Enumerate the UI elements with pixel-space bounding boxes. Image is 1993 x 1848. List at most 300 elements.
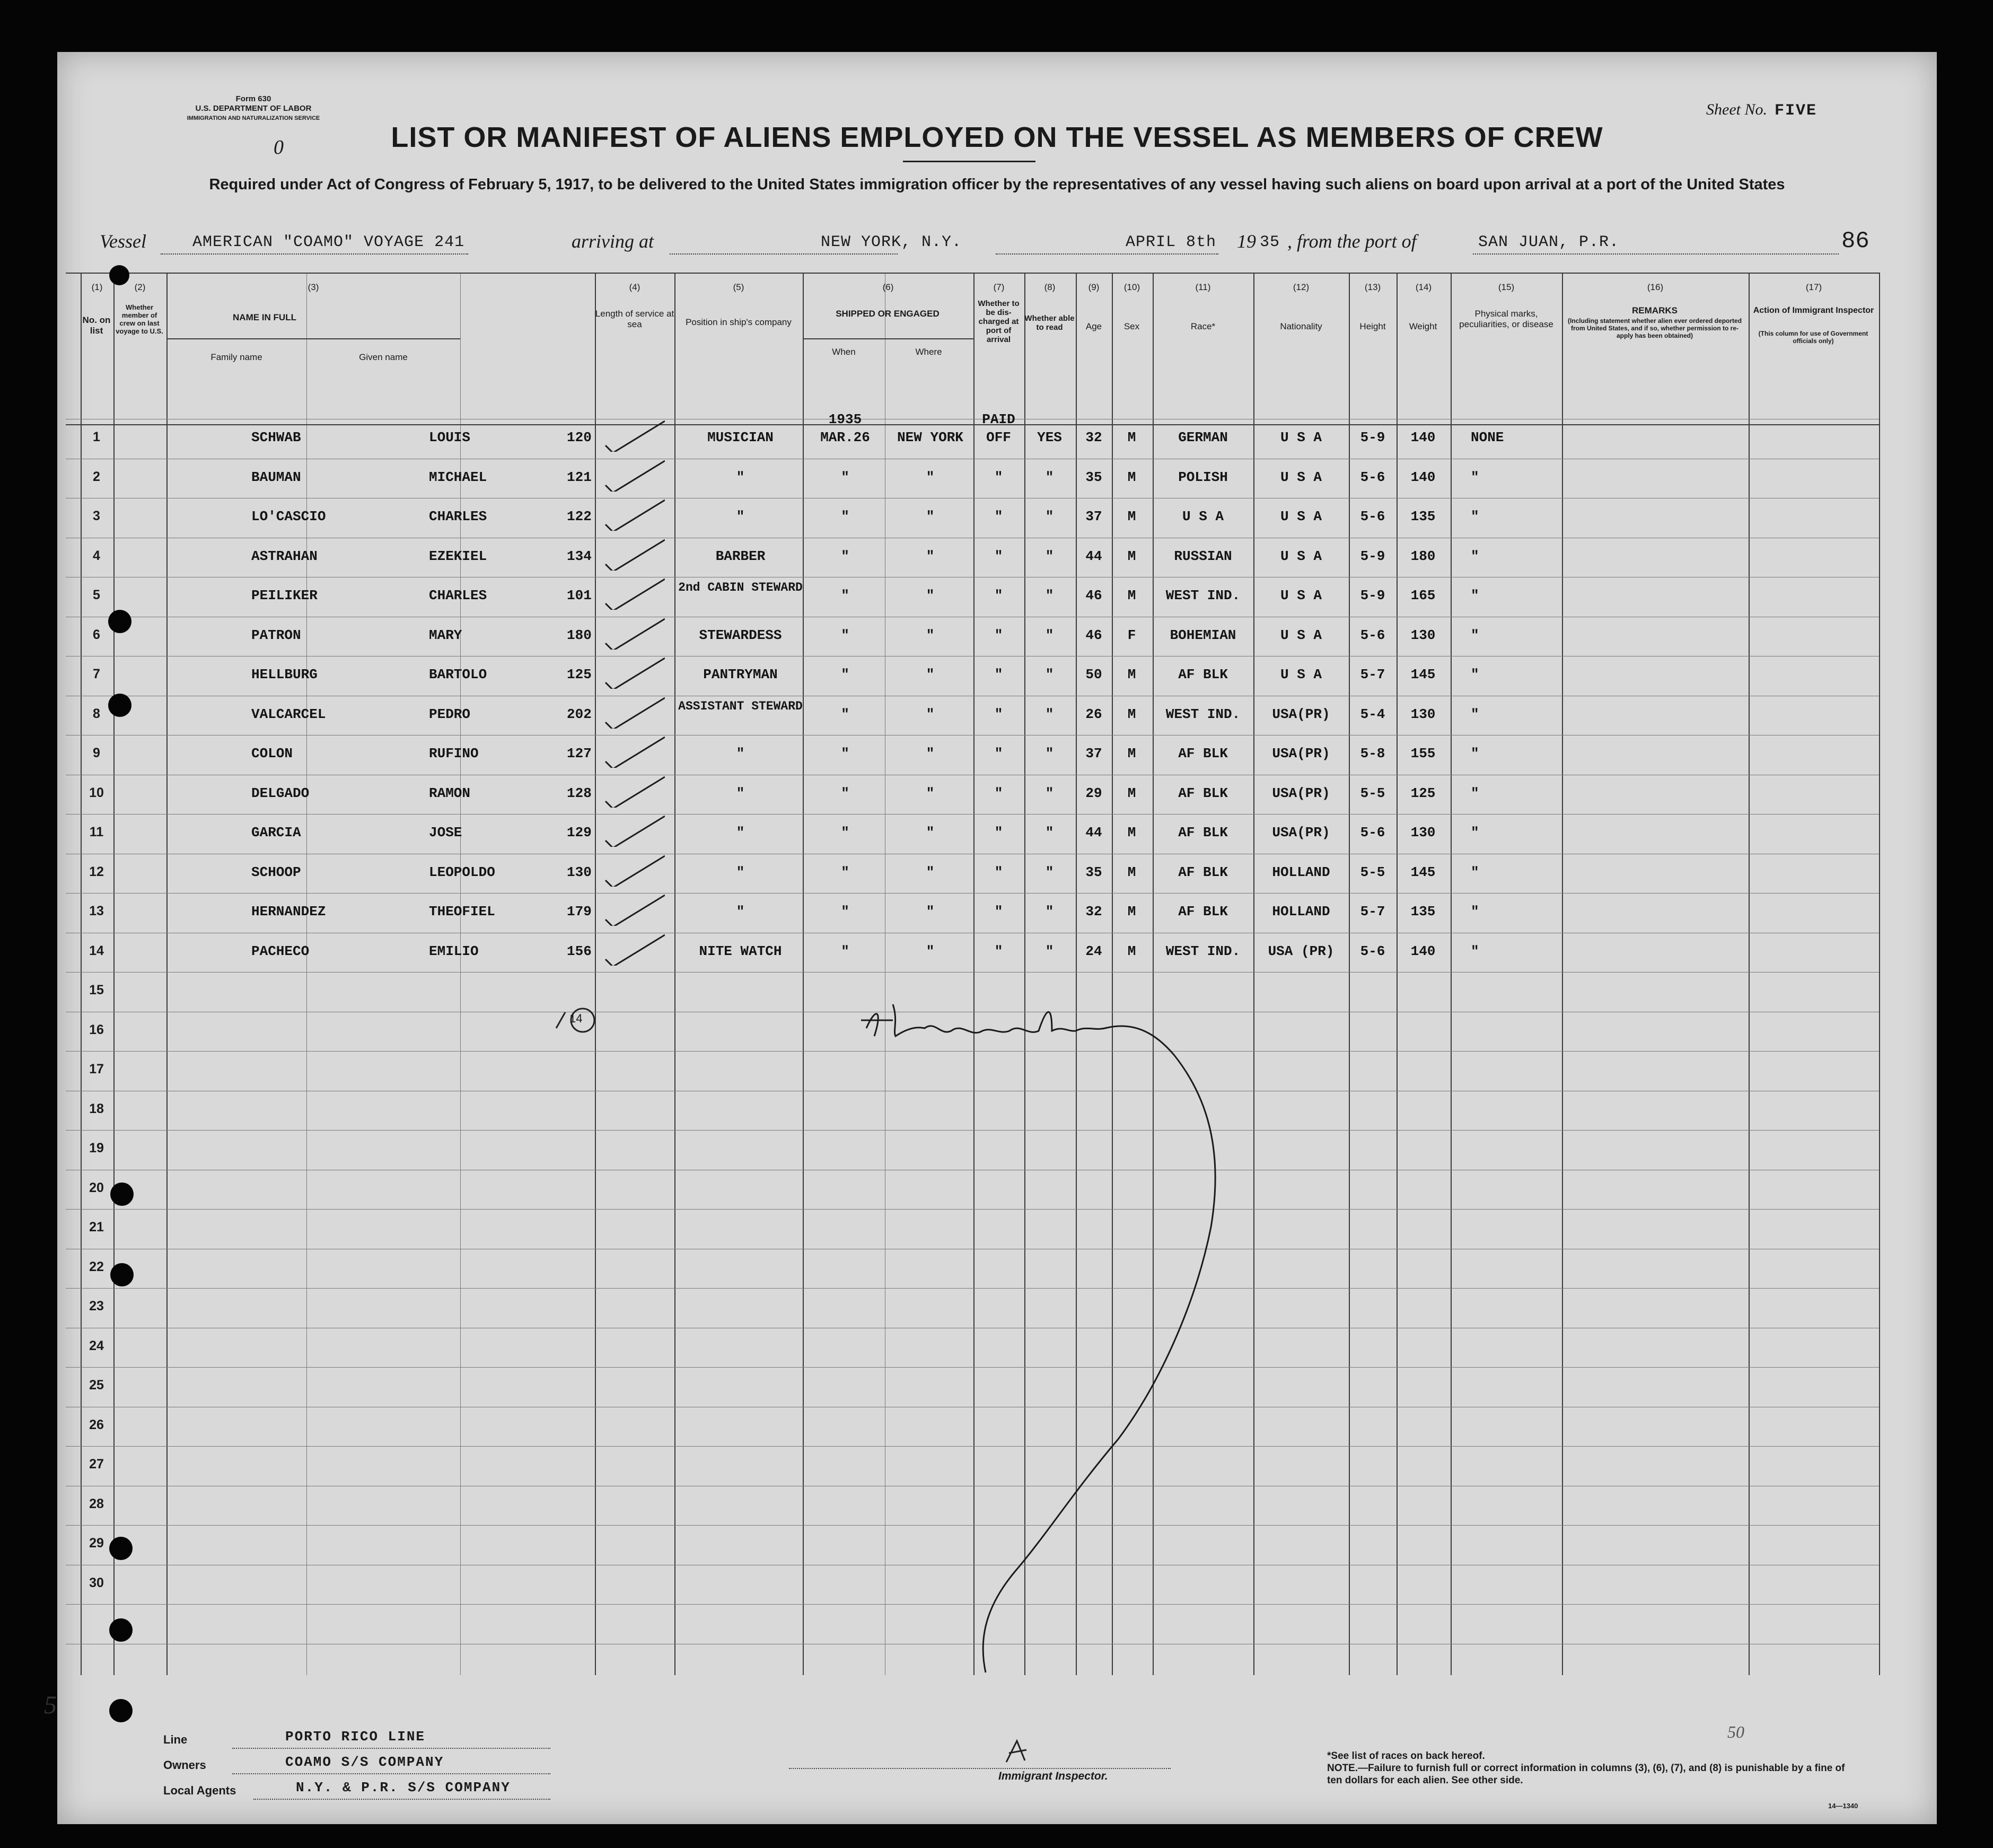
row-number: 4 bbox=[93, 548, 100, 563]
race: POLISH bbox=[1178, 469, 1228, 485]
shipped-when: " bbox=[841, 627, 849, 643]
title-rule bbox=[903, 161, 1035, 162]
crew-code: 122 bbox=[567, 509, 592, 524]
position: " bbox=[736, 864, 745, 880]
row-number: 29 bbox=[89, 1536, 104, 1551]
given-name: LEOPOLDO bbox=[429, 864, 495, 880]
crew-code: 179 bbox=[567, 904, 592, 919]
arrival-date: APRIL 8th bbox=[1126, 233, 1217, 251]
arrival-port: NEW YORK, N.Y. bbox=[821, 233, 962, 251]
nationality: HOLLAND bbox=[1272, 864, 1330, 880]
height: 5-7 bbox=[1360, 904, 1385, 919]
age: 35 bbox=[1085, 469, 1102, 485]
punch-hole bbox=[108, 694, 131, 717]
age: 46 bbox=[1085, 588, 1102, 603]
punch-hole bbox=[108, 610, 131, 633]
weight: 145 bbox=[1410, 667, 1436, 682]
position: PANTRYMAN bbox=[703, 667, 778, 682]
header-able-read: Whether able to read bbox=[1024, 314, 1075, 332]
physical-marks: " bbox=[1471, 904, 1479, 919]
given-name: JOSE bbox=[429, 825, 462, 840]
given-name: MICHAEL bbox=[429, 469, 487, 485]
sex: M bbox=[1127, 430, 1136, 445]
agents-label: Local Agents bbox=[163, 1784, 236, 1797]
header-family-name: Family name bbox=[210, 352, 262, 362]
row-number: 6 bbox=[93, 627, 100, 642]
discharged: " bbox=[994, 667, 1003, 682]
sex: M bbox=[1127, 746, 1136, 761]
race: AF BLK bbox=[1178, 904, 1228, 919]
crew-code: 120 bbox=[567, 430, 592, 445]
discharged: OFF bbox=[986, 430, 1011, 445]
discharged: " bbox=[994, 785, 1003, 801]
vessel-line bbox=[100, 230, 1902, 262]
header-physical: Physical marks, peculiarities, or disease bbox=[1459, 309, 1553, 329]
weight: 130 bbox=[1410, 706, 1436, 722]
physical-marks: " bbox=[1471, 588, 1479, 603]
shipped-where: " bbox=[926, 943, 935, 959]
height: 5-8 bbox=[1360, 746, 1385, 761]
weight: 155 bbox=[1410, 746, 1436, 761]
race: AF BLK bbox=[1178, 746, 1228, 761]
column-number: (2) bbox=[134, 282, 146, 292]
row-number: 24 bbox=[89, 1338, 104, 1353]
row-number: 2 bbox=[93, 469, 100, 484]
given-name: EZEKIEL bbox=[429, 548, 487, 564]
position: NITE WATCH bbox=[699, 943, 782, 959]
row-number: 27 bbox=[89, 1457, 104, 1472]
row-number: 9 bbox=[93, 746, 100, 760]
given-name: RUFINO bbox=[429, 746, 479, 761]
family-name: PACHECO bbox=[251, 943, 310, 959]
row-number: 25 bbox=[89, 1378, 104, 1392]
family-name: SCHOOP bbox=[251, 864, 301, 880]
family-name: LO'CASCIO bbox=[251, 509, 326, 524]
header-name-in-full: NAME IN FULL bbox=[233, 312, 296, 322]
column-number: (1) bbox=[91, 282, 103, 292]
column-number: (13) bbox=[1364, 282, 1381, 292]
row-number: 10 bbox=[89, 785, 104, 800]
sex: M bbox=[1127, 904, 1136, 919]
header-sex: Sex bbox=[1123, 321, 1140, 331]
discharged: " bbox=[994, 864, 1003, 880]
height: 5-9 bbox=[1360, 430, 1385, 445]
header-no-on-list: No. on list bbox=[82, 315, 111, 336]
column-number: (3) bbox=[308, 282, 319, 292]
nationality: U S A bbox=[1280, 430, 1322, 445]
vessel-name: AMERICAN "COAMO" VOYAGE 241 bbox=[192, 233, 465, 251]
column-number: (16) bbox=[1647, 282, 1664, 292]
position: BARBER bbox=[715, 548, 766, 564]
physical-marks: " bbox=[1471, 864, 1479, 880]
department-name: U.S. DEPARTMENT OF LABOR bbox=[195, 104, 312, 113]
given-name: PEDRO bbox=[429, 706, 471, 722]
family-name: SCHWAB bbox=[251, 430, 301, 445]
manifest-page bbox=[44, 52, 1937, 1824]
race: RUSSIAN bbox=[1174, 548, 1232, 564]
row-number: 14 bbox=[89, 943, 104, 958]
height: 5-6 bbox=[1360, 509, 1385, 524]
age: 50 bbox=[1085, 667, 1102, 682]
race: AF BLK bbox=[1178, 667, 1228, 682]
page-number: 86 bbox=[1841, 228, 1869, 255]
family-name: VALCARCEL bbox=[251, 706, 326, 722]
sex: M bbox=[1127, 943, 1136, 959]
nationality: USA(PR) bbox=[1272, 825, 1330, 840]
column-number: (10) bbox=[1123, 282, 1140, 292]
column-number: (7) bbox=[993, 282, 1005, 292]
shipped-where: " bbox=[926, 469, 935, 485]
header-discharged: Whether to be dis-charged at port of arrival bbox=[978, 299, 1020, 344]
position: 2nd CABIN STEWARD bbox=[678, 581, 803, 594]
row-number: 8 bbox=[93, 706, 100, 721]
race: AF BLK bbox=[1178, 864, 1228, 880]
shipped-where: " bbox=[926, 706, 935, 722]
sex: M bbox=[1127, 509, 1136, 524]
shipped-when: " bbox=[841, 667, 849, 682]
race: U S A bbox=[1182, 509, 1224, 524]
shipped-when: " bbox=[841, 588, 849, 603]
nationality: U S A bbox=[1280, 588, 1322, 603]
page-title: LIST OR MANIFEST OF ALIENS EMPLOYED ON THE VESSEL AS MEMBERS OF CREW bbox=[391, 121, 1603, 153]
height: 5-6 bbox=[1360, 825, 1385, 840]
weight: 140 bbox=[1410, 430, 1436, 445]
shipped-when: " bbox=[841, 904, 849, 919]
physical-marks: " bbox=[1471, 746, 1479, 761]
header-shipped: SHIPPED OR ENGAGED bbox=[836, 309, 940, 319]
column-number: (14) bbox=[1415, 282, 1432, 292]
column-number: (8) bbox=[1044, 282, 1056, 292]
shipped-when: " bbox=[841, 785, 849, 801]
note-races: *See list of races on back hereof. bbox=[1327, 1750, 1485, 1762]
weight: 180 bbox=[1410, 548, 1436, 564]
column-number: (5) bbox=[733, 282, 744, 292]
shipped-where: " bbox=[926, 588, 935, 603]
age: 44 bbox=[1085, 548, 1102, 564]
handwriting-layer bbox=[66, 273, 1926, 1675]
shipped-when: " bbox=[841, 548, 849, 564]
age: 35 bbox=[1085, 864, 1102, 880]
row-number: 19 bbox=[89, 1141, 104, 1155]
shipped-where: " bbox=[926, 548, 935, 564]
weight: 165 bbox=[1410, 588, 1436, 603]
age: 37 bbox=[1085, 746, 1102, 761]
signature-mark bbox=[861, 1004, 1215, 1672]
column-number: (15) bbox=[1498, 282, 1515, 292]
able-to-read: " bbox=[1045, 548, 1054, 564]
sex: M bbox=[1127, 548, 1136, 564]
weight: 135 bbox=[1410, 509, 1436, 524]
header-nationality: Nationality bbox=[1280, 321, 1322, 331]
sheet-label: Sheet No. bbox=[1706, 101, 1767, 118]
able-to-read: " bbox=[1045, 588, 1054, 603]
weight: 125 bbox=[1410, 785, 1436, 801]
header-remarks-sub: (Including statement whether alien ever ordered deported from United States, and if so, whether permission to re-apply has been obtained) bbox=[1567, 317, 1742, 339]
given-name: CHARLES bbox=[429, 588, 487, 603]
owners-value: COAMO S/S COMPANY bbox=[285, 1754, 444, 1770]
shipped-when: " bbox=[841, 706, 849, 722]
shipped-where: " bbox=[926, 746, 935, 761]
sex: M bbox=[1127, 469, 1136, 485]
nationality: U S A bbox=[1280, 627, 1322, 643]
agents-value: N.Y. & P.R. S/S COMPANY bbox=[296, 1780, 511, 1796]
nationality: U S A bbox=[1280, 509, 1322, 524]
given-name: MARY bbox=[429, 627, 462, 643]
physical-marks: " bbox=[1471, 706, 1479, 722]
position: " bbox=[736, 746, 745, 761]
family-name: PEILIKER bbox=[251, 588, 318, 603]
inspector-initial-mark bbox=[1001, 1738, 1033, 1765]
column-number: (4) bbox=[629, 282, 640, 292]
height: 5-4 bbox=[1360, 706, 1385, 722]
race: BOHEMIAN bbox=[1170, 627, 1236, 643]
shipped-year: 1935 bbox=[828, 411, 862, 427]
pencil-note-5: 5 bbox=[44, 1691, 57, 1719]
arriving-label: arriving at bbox=[572, 231, 654, 252]
physical-marks: NONE bbox=[1471, 430, 1504, 445]
form-code: 14—1340 bbox=[1828, 1802, 1858, 1810]
able-to-read: " bbox=[1045, 785, 1054, 801]
shipped-where: NEW YORK bbox=[897, 430, 963, 445]
weight: 145 bbox=[1410, 864, 1436, 880]
vessel-label: Vessel bbox=[100, 231, 146, 252]
header-weight: Weight bbox=[1409, 321, 1437, 331]
height: 5-7 bbox=[1360, 667, 1385, 682]
position: MUSICIAN bbox=[707, 430, 774, 445]
race: WEST IND. bbox=[1165, 588, 1241, 603]
nationality: USA(PR) bbox=[1272, 706, 1330, 722]
given-name: CHARLES bbox=[429, 509, 487, 524]
weight: 140 bbox=[1410, 469, 1436, 485]
sex: M bbox=[1127, 825, 1136, 840]
from-port-label: , from the port of bbox=[1287, 231, 1417, 252]
discharged: " bbox=[994, 706, 1003, 722]
crew-code: 125 bbox=[567, 667, 592, 682]
able-to-read: " bbox=[1045, 746, 1054, 761]
age: 46 bbox=[1085, 627, 1102, 643]
row-number: 26 bbox=[89, 1417, 104, 1432]
punch-hole bbox=[109, 1699, 133, 1722]
shipped-when: " bbox=[841, 746, 849, 761]
crew-table bbox=[66, 273, 1926, 1675]
age: 29 bbox=[1085, 785, 1102, 801]
able-to-read: " bbox=[1045, 864, 1054, 880]
shipped-when: " bbox=[841, 509, 849, 524]
crew-code: 134 bbox=[567, 548, 592, 564]
age: 24 bbox=[1085, 943, 1102, 959]
crew-code: 128 bbox=[567, 785, 592, 801]
crew-code: 101 bbox=[567, 588, 592, 603]
crew-code: 129 bbox=[567, 825, 592, 840]
height: 5-6 bbox=[1360, 469, 1385, 485]
height: 5-9 bbox=[1360, 548, 1385, 564]
able-to-read: " bbox=[1045, 904, 1054, 919]
shipped-where: " bbox=[926, 509, 935, 524]
departure-port: SAN JUAN, P.R. bbox=[1478, 233, 1620, 251]
age: 26 bbox=[1085, 706, 1102, 722]
row-number: 16 bbox=[89, 1022, 104, 1037]
height: 5-9 bbox=[1360, 588, 1385, 603]
race: GERMAN bbox=[1178, 430, 1228, 445]
column-number: (9) bbox=[1088, 282, 1100, 292]
discharged: " bbox=[994, 746, 1003, 761]
physical-marks: " bbox=[1471, 825, 1479, 840]
column-number: (11) bbox=[1195, 282, 1211, 292]
page-subtitle: Required under Act of Congress of February 5, 1917, to be delivered to the United States immigration officer by the representatives of any vessel having such aliens on board upon arrival at a port of the United States bbox=[209, 176, 1785, 193]
discharged: " bbox=[994, 588, 1003, 603]
row-number: 3 bbox=[93, 509, 100, 523]
race: AF BLK bbox=[1178, 785, 1228, 801]
header-action: Action of Immigrant Inspector bbox=[1753, 306, 1874, 315]
punch-hole bbox=[109, 265, 129, 285]
column-number: (6) bbox=[882, 282, 894, 292]
shipped-where: " bbox=[926, 904, 935, 919]
header-position: Position in ship's company bbox=[686, 317, 792, 327]
able-to-read: " bbox=[1045, 825, 1054, 840]
age: 32 bbox=[1085, 904, 1102, 919]
weight: 130 bbox=[1410, 627, 1436, 643]
physical-marks: " bbox=[1471, 943, 1479, 959]
punch-hole bbox=[109, 1537, 133, 1560]
family-name: COLON bbox=[251, 746, 293, 761]
race: WEST IND. bbox=[1165, 706, 1241, 722]
height: 5-6 bbox=[1360, 943, 1385, 959]
inspector-label: Immigrant Inspector. bbox=[998, 1770, 1108, 1782]
physical-marks: " bbox=[1471, 469, 1479, 485]
punch-hole bbox=[109, 1618, 133, 1642]
age: 37 bbox=[1085, 509, 1102, 524]
row-number: 23 bbox=[89, 1299, 104, 1313]
shipped-when: " bbox=[841, 943, 849, 959]
discharged: " bbox=[994, 509, 1003, 524]
arrival-year: 35 bbox=[1260, 233, 1280, 251]
family-name: GARCIA bbox=[251, 825, 301, 840]
service-name: IMMIGRATION AND NATURALIZATION SERVICE bbox=[187, 115, 320, 121]
crew-code: 130 bbox=[567, 864, 592, 880]
nationality: USA(PR) bbox=[1272, 746, 1330, 761]
discharged: " bbox=[994, 825, 1003, 840]
column-number: (17) bbox=[1805, 282, 1822, 292]
age: 32 bbox=[1085, 430, 1102, 445]
discharged-top: PAID bbox=[982, 411, 1015, 427]
line-value: PORTO RICO LINE bbox=[285, 1729, 426, 1745]
shipped-when: MAR.26 bbox=[820, 430, 870, 445]
position: STEWARDESS bbox=[699, 627, 782, 643]
height: 5-6 bbox=[1360, 627, 1385, 643]
header-race: Race* bbox=[1190, 321, 1216, 331]
pencil-note-50: 50 bbox=[1727, 1722, 1744, 1741]
punch-hole bbox=[110, 1183, 134, 1206]
position: " bbox=[736, 825, 745, 840]
nationality: U S A bbox=[1280, 469, 1322, 485]
shipped-when: " bbox=[841, 469, 849, 485]
nationality: U S A bbox=[1280, 667, 1322, 682]
sex: M bbox=[1127, 864, 1136, 880]
age: 44 bbox=[1085, 825, 1102, 840]
physical-marks: " bbox=[1471, 785, 1479, 801]
weight: 130 bbox=[1410, 825, 1436, 840]
weight: 135 bbox=[1410, 904, 1436, 919]
family-name: HELLBURG bbox=[251, 667, 318, 682]
physical-marks: " bbox=[1471, 509, 1479, 524]
discharged: " bbox=[994, 943, 1003, 959]
weight: 140 bbox=[1410, 943, 1436, 959]
able-to-read: " bbox=[1045, 706, 1054, 722]
row-number: 30 bbox=[89, 1575, 104, 1590]
crew-code: 180 bbox=[567, 627, 592, 643]
race: AF BLK bbox=[1178, 825, 1228, 840]
height: 5-5 bbox=[1360, 785, 1385, 801]
sex: M bbox=[1127, 785, 1136, 801]
able-to-read: " bbox=[1045, 627, 1054, 643]
able-to-read: " bbox=[1045, 667, 1054, 682]
shipped-where: " bbox=[926, 785, 935, 801]
row-number: 5 bbox=[93, 588, 100, 602]
header-given-name: Given name bbox=[359, 352, 408, 362]
manifest-footer bbox=[44, 1691, 1937, 1823]
able-to-read: " bbox=[1045, 469, 1054, 485]
given-name: EMILIO bbox=[429, 943, 479, 959]
header-where: Where bbox=[915, 347, 942, 357]
able-to-read: " bbox=[1045, 943, 1054, 959]
position: " bbox=[736, 509, 745, 524]
position: " bbox=[736, 785, 745, 801]
form-identifier bbox=[142, 94, 365, 123]
row-number: 11 bbox=[89, 825, 104, 839]
nationality: USA(PR) bbox=[1272, 785, 1330, 801]
row-number: 15 bbox=[89, 983, 104, 997]
crew-code: 156 bbox=[567, 943, 592, 959]
position: " bbox=[736, 469, 745, 485]
line-label: Line bbox=[163, 1733, 188, 1746]
crew-code: 202 bbox=[567, 706, 592, 722]
header-action-sub: (This column for use of Government officials only) bbox=[1758, 330, 1868, 345]
note-fine: NOTE.—Failure to furnish full or correct information in columns (3), (6), (7), and (8) is punishable by a fine of ten dollars for each alien. See other side. bbox=[1327, 1763, 1845, 1786]
row-number: 28 bbox=[89, 1496, 104, 1511]
row-number: 20 bbox=[89, 1180, 104, 1195]
row-number: 1 bbox=[93, 430, 100, 444]
owners-label: Owners bbox=[163, 1758, 206, 1772]
physical-marks: " bbox=[1471, 667, 1479, 682]
row-number: 22 bbox=[89, 1259, 104, 1274]
able-to-read: YES bbox=[1037, 430, 1062, 445]
family-name: BAUMAN bbox=[251, 469, 301, 485]
position: " bbox=[736, 904, 745, 919]
year-prefix: 19 bbox=[1237, 231, 1256, 252]
sex: M bbox=[1127, 588, 1136, 603]
nationality: USA (PR) bbox=[1268, 943, 1334, 959]
family-name: HERNANDEZ bbox=[251, 904, 326, 919]
race: WEST IND. bbox=[1165, 943, 1241, 959]
sheet-value: FIVE bbox=[1774, 102, 1817, 120]
handwritten-mark: 0 bbox=[274, 136, 284, 159]
form-number: Form 630 bbox=[235, 94, 271, 103]
physical-marks: " bbox=[1471, 548, 1479, 564]
tally-count: 14 bbox=[569, 1012, 583, 1025]
shipped-where: " bbox=[926, 627, 935, 643]
shipped-where: " bbox=[926, 825, 935, 840]
column-number: (12) bbox=[1293, 282, 1310, 292]
family-name: DELGADO bbox=[251, 785, 310, 801]
sex: F bbox=[1127, 627, 1136, 643]
shipped-when: " bbox=[841, 864, 849, 880]
able-to-read: " bbox=[1045, 509, 1054, 524]
discharged: " bbox=[994, 627, 1003, 643]
shipped-where: " bbox=[926, 864, 935, 880]
position: ASSISTANT STEWARD bbox=[678, 699, 803, 713]
nationality: U S A bbox=[1280, 548, 1322, 564]
given-name: BARTOLO bbox=[429, 667, 487, 682]
